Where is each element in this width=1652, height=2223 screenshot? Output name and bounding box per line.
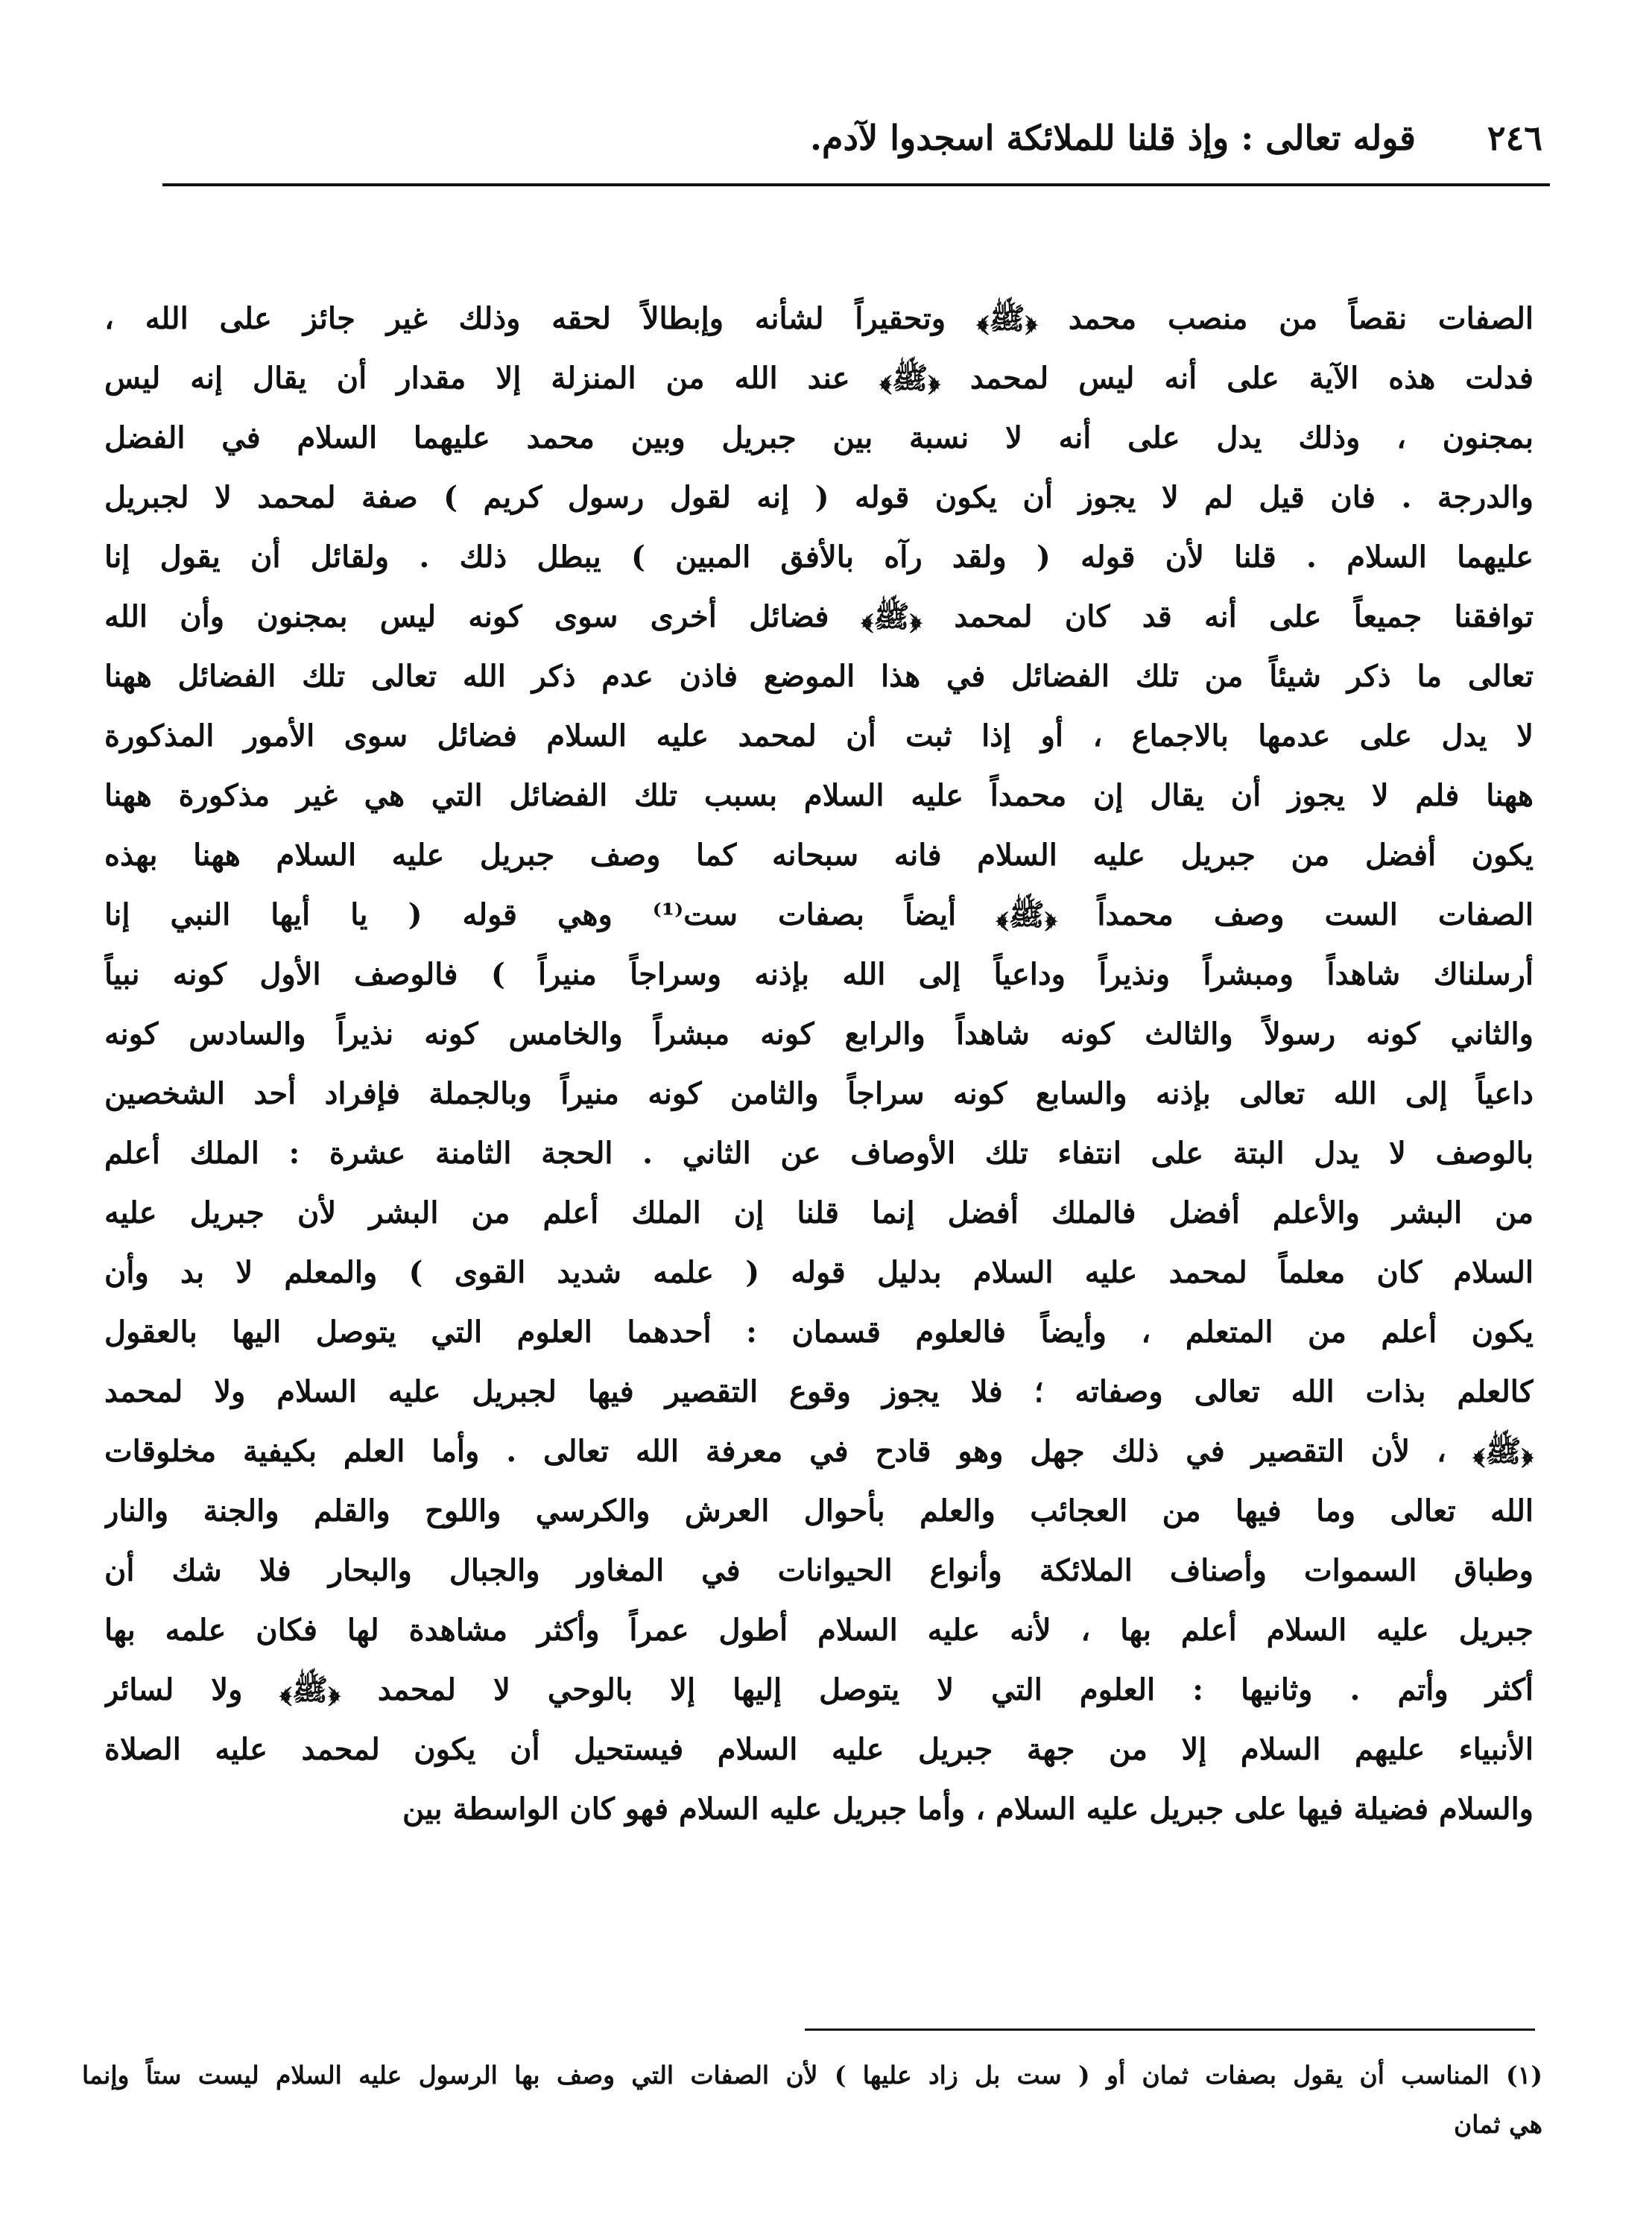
text-line: أرسلناك شاهداً ومبشراً ونذيراً وداعياً إلى الله بإذنه وسراجاً منيراً ) فالوصف الأول كونه نبياً [104, 957, 1534, 992]
text-line: الصفات الست وصف محمداً ﴿ﷺ﴾ أيضاً بصفات ست⁽¹⁾ وهي قوله ( يا أيها النبي إنا [104, 897, 1534, 932]
text-line: عليهما السلام . قلنا لأن قوله ( ولقد رآه بالأفق المبين ) يبطل ذلك . ولقائل أن يقول إنا [104, 540, 1534, 575]
header-rule [162, 183, 1550, 186]
text-line: ههنا فلم لا يجوز أن يقال إن محمداً عليه السلام بسبب تلك الفضائل التي هي غير مذكورة ههنا [104, 778, 1534, 813]
text-line: والدرجة . فان قيل لم لا يجوز أن يكون قوله ( إنه لقول رسول كريم ) صفة لمحمد لا لجبريل [104, 480, 1534, 515]
footnote [82, 2051, 1542, 2149]
text-line: بالوصف لا يدل البتة على انتفاء تلك الأوصاف عن الثاني . الحجة الثامنة عشرة : الملك أعلم [104, 1136, 1534, 1171]
footnote-line: (١) المناسب أن يقول بصفات ثمان أو ( ست بل زاد عليها ) لأن الصفات التي وصف بها الرسول عليه السلام ليست ستاً وإنما [82, 2061, 1542, 2090]
text-line: والسلام فضيلة فيها على جبريل عليه السلام ، وأما جبريل عليه السلام فهو كان الواسطة بين [402, 1792, 1534, 1827]
running-head-title: قوله تعالى : وإذ قلنا للملائكة اسجدوا لآدم. [810, 118, 1416, 158]
text-line: الصفات نقصاً من منصب محمد ﴿ﷺ﴾ وتحقيراً لشأنه وإبطالاً لحقه وذلك غير جائز على الله ، [104, 301, 1534, 336]
text-line: جبريل عليه السلام أعلم بها ، لأنه عليه السلام أطول عمراً وأكثر مشاهدة لها فكان علمه بها [104, 1613, 1534, 1648]
body-text [104, 289, 1534, 1839]
text-line: بمجنون ، وذلك يدل على أنه لا نسبة بين جبريل وبين محمد عليهما السلام في الفضل [104, 420, 1534, 455]
text-line: يكون أعلم من المتعلم ، وأيضاً فالعلوم قسمان : أحدهما العلوم التي يتوصل اليها بالعقول [104, 1315, 1534, 1350]
text-line: داعياً إلى الله تعالى بإذنه والسابع كونه سراجاً والثامن كونه منيراً وبالجملة فإفراد أحد الشخصين [104, 1076, 1534, 1111]
text-line: الأنبياء عليهم السلام إلا من جهة جبريل عليه السلام فيستحيل أن يكون لمحمد عليه الصلاة [104, 1732, 1534, 1767]
text-line: يكون أفضل من جبريل عليه السلام فانه سبحانه كما وصف جبريل عليه السلام ههنا بهذه [104, 838, 1534, 873]
text-line: ﴿ﷺ﴾ ، لأن التقصير في ذلك جهل وهو قادح في معرفة الله تعالى . وأما العلم بكيفية مخلوقات [104, 1434, 1534, 1469]
text-line: تعالى ما ذكر شيئاً من تلك الفضائل في هذا الموضع فاذن عدم ذكر الله تعالى تلك الفضائل ههنا [104, 659, 1534, 694]
text-line: من البشر والأعلم أفضل فالملك أفضل إنما قلنا إن الملك أعلم من البشر لأن جبريل عليه [104, 1195, 1534, 1230]
text-line: أكثر وأتم . وثانيها : العلوم التي لا يتوصل إليها إلا بالوحي لا لمحمد ﴿ﷺ﴾ ولا لسائر [104, 1672, 1534, 1707]
text-line: توافقنا جميعاً على أنه قد كان لمحمد ﴿ﷺ﴾ فضائل أخرى سوى كونه ليس بمجنون وأن الله [104, 599, 1534, 634]
text-line: وطباق السموات وأصناف الملائكة وأنواع الحيوانات في المغاور والجبال والبحار فلا شك أن [104, 1553, 1534, 1588]
text-line: الله تعالى وما فيها من العجائب والعلم بأحوال العرش والكرسي واللوح والقلم والجنة والنار [104, 1493, 1534, 1528]
running-head [171, 112, 1542, 164]
text-line: كالعلم بذات الله تعالى وصفاته ؛ فلا يجوز وقوع التقصير فيها لجبريل عليه السلام ولا لمحمد [104, 1374, 1534, 1409]
footnote-line: هي ثمان [1454, 2110, 1542, 2139]
text-line: لا يدل على عدمها بالاجماع ، أو إذا ثبت أن لمحمد عليه السلام فضائل سوى الأمور المذكورة [104, 718, 1534, 753]
text-line: والثاني كونه رسولاً والثالث كونه شاهداً والرابع كونه مبشراً والخامس كونه نذيراً والسادس كونه [104, 1016, 1534, 1052]
footnote-rule [805, 2028, 1535, 2031]
text-line: فدلت هذه الآية على أنه ليس لمحمد ﴿ﷺ﴾ عند الله من المنزلة إلا مقدار أن يقال إنه ليس [104, 361, 1534, 396]
text-line: السلام كان معلماً لمحمد عليه السلام بدليل قوله ( علمه شديد القوى ) والمعلم لا بد وأن [104, 1255, 1534, 1290]
page-number: ٢٤٦ [1487, 118, 1542, 158]
